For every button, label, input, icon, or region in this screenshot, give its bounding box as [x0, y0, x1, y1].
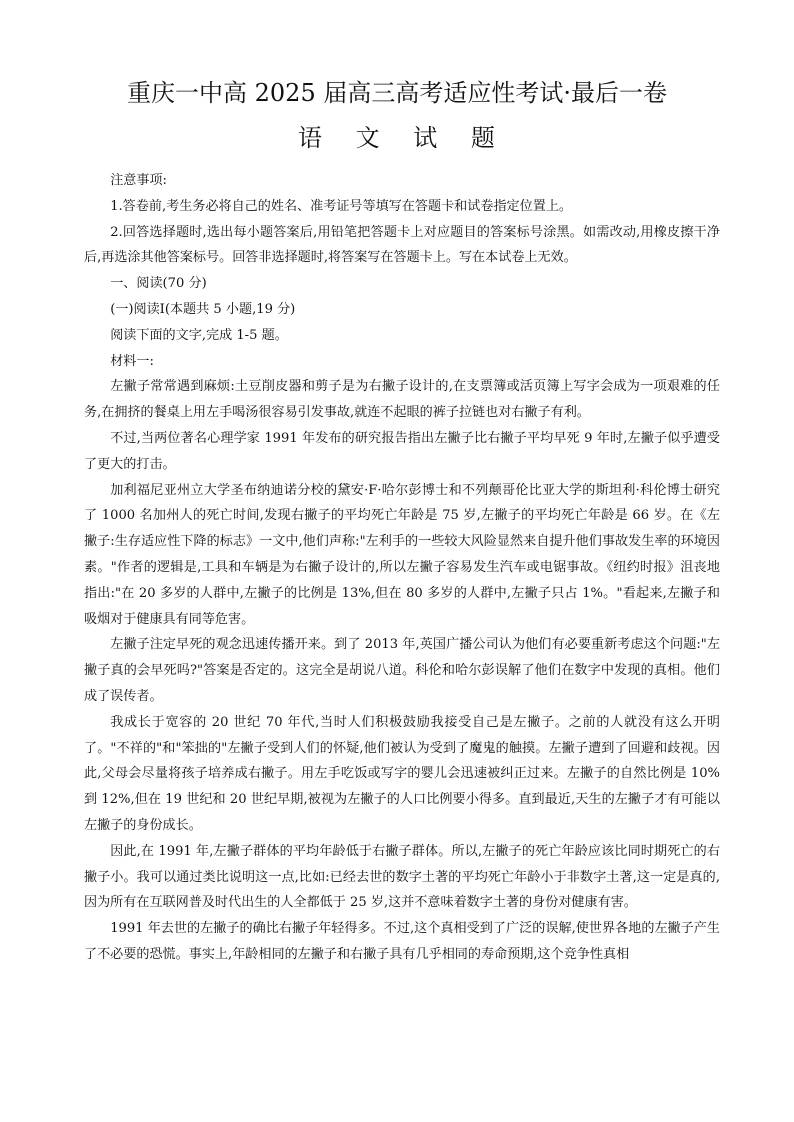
- paragraph: 左撇子常常遇到麻烦:土豆削皮器和剪子是为右撇子设计的,在支票簿或活页簿上写字会成为一项艰难的任务,在拥挤的餐桌上用左手喝汤很容易引发事故,就连不起眼的裤子拉链也对右撇子有利。: [84, 379, 720, 421]
- notice-item-1: 1.答卷前,考生务必将自己的姓名、准考证号等填写在答题卡和试卷指定位置上。: [110, 198, 573, 214]
- exam-body: [84, 168, 720, 968]
- exam-title: 重庆一中高 2025 届高三高考适应性考试·最后一卷: [127, 79, 667, 107]
- notice-item-2: 2.回答选择题时,选出每小题答案后,用铅笔把答题卡上对应题目的答案标号涂黑。如需改动,用橡皮擦干净后,再选涂其他答案标号。回答非选择题时,将答案写在答题卡上。写在本试卷上无效。: [84, 224, 720, 266]
- paragraph: 我成长于宽容的 20 世纪 70 年代,当时人们积极鼓励我接受自己是左撇子。之前的人就没有这么开明了。"不祥的"和"笨拙的"左撇子受到人们的怀疑,他们被认为受到了魔鬼的触摸。左撇子遭到了回避和歧视。因此,父母会尽量将孩子培养成右撇子。用左手吃饭或写字的婴儿会迅速被纠正过来。左撇子的自然比例是 10%到 12%,但在 19 世纪和 20 世纪早期,被视为左撇子的人口比例要小得多。直到最近,天生的左撇子才有可能以左撇子的身份成长。: [84, 714, 720, 833]
- material-label: 材料一:: [110, 353, 154, 369]
- notice-heading: 注意事项:: [110, 173, 167, 188]
- section-subheading: (一)阅读Ⅰ(本题共 5 小题,19 分): [110, 301, 296, 317]
- paragraph: 因此,在 1991 年,左撇子群体的平均年龄低于右撇子群体。所以,左撇子的死亡年龄应该比同时期死亡的右撇子小。我可以通过类比说明这一点,比如:已经去世的数字土著的平均死亡年龄小于非数字土著,这一定是真的,因为所有在互联网普及时代出生的人全都低于 25 岁,这并不意味着数字土著的身份对健康有害。: [84, 843, 720, 911]
- paragraph: 1991 年去世的左撇子的确比右撇子年轻得多。不过,这个真相受到了广泛的误解,使世界各地的左撇子产生了不必要的恐慌。事实上,年龄相同的左撇子和右撇子具有几乎相同的寿命预期,这个竞争性真相: [84, 921, 720, 962]
- paragraph: 左撇子注定早死的观念迅速传播开来。到了 2013 年,英国广播公司认为他们有必要重新考虑这个问题:"左撇子真的会早死吗?"答案是否定的。这完全是胡说八道。科伦和哈尔彭误解了他们在数字中发现的真相。他们成了误传者。: [84, 637, 720, 704]
- paragraph: 加利福尼亚州立大学圣布纳迪诺分校的黛安·F·哈尔彭博士和不列颠哥伦比亚大学的斯坦利·科伦博士研究了 1000 名加州人的死亡时间,发现右撇子的平均死亡年龄是 75 岁,左撇子的平均死亡年龄是 66 岁。在《左撇子:生存适应性下降的标志》一文中,他们声称:"左利手的一些较大风险显然来自提升他们事故发生率的环境因素。"作者的逻辑是,工具和车辆是为右撇子设计的,所以左撇子容易发生汽车或电锯事故。《纽约时报》沮丧地指出:"在 20 多岁的人群中,左撇子的比例是 13%,但在 80 多岁的人群中,左撇子只占 1%。"看起来,左撇子和吸烟对于健康具有同等危害。: [84, 482, 720, 627]
- section-instruction: 阅读下面的文字,完成 1-5 题。: [110, 327, 288, 343]
- paragraph: 不过,当两位著名心理学家 1991 年发布的研究报告指出左撇子比右撇子平均早死 9 年时,左撇子似乎遭受了更大的打击。: [84, 430, 720, 472]
- exam-subject: 语 文 试 题: [298, 124, 508, 152]
- section-heading: 一、阅读(70 分): [110, 276, 207, 292]
